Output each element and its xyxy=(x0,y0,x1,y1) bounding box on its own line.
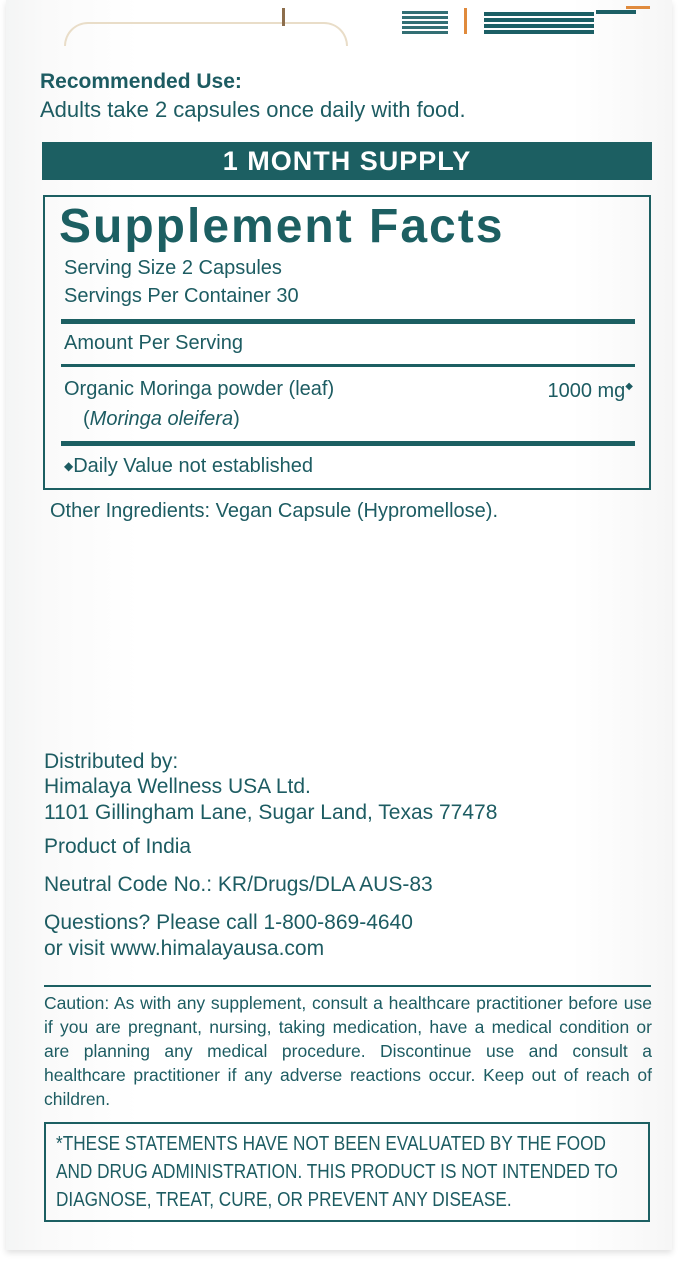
daily-value-footnote xyxy=(64,455,313,478)
caution-divider xyxy=(44,985,651,987)
thick-divider xyxy=(61,441,635,446)
supply-banner: 1 MONTH SUPPLY xyxy=(42,142,652,180)
top-pattern-graphic xyxy=(484,10,594,34)
top-accent-line xyxy=(596,10,636,14)
servings-per-container: Servings Per Container 30 xyxy=(64,285,299,307)
fda-disclaimer-box xyxy=(44,1122,650,1222)
footnote-text: Daily Value not established xyxy=(73,455,314,477)
other-ingredients: Other Ingredients: Vegan Capsule (Hypromellose). xyxy=(50,500,499,522)
questions-phone: Questions? Please call 1-800-869-4640 xyxy=(44,911,413,934)
distributor-address: 1101 Gillingham Lane, Sugar Land, Texas 77478 xyxy=(44,801,498,824)
daily-value-symbol: ◆ xyxy=(625,381,633,392)
logo-arch-graphic xyxy=(64,22,348,46)
ingredient-amount-value: 1000 mg xyxy=(547,380,626,402)
neutral-code: Neutral Code No.: KR/Drugs/DLA AUS-83 xyxy=(44,873,433,896)
supplement-facts-panel xyxy=(43,195,651,490)
amount-per-serving-header: Amount Per Serving xyxy=(64,332,243,354)
top-mark-graphic xyxy=(282,8,285,26)
caution-text: Caution: As with any supplement, consult a healthcare practitioner before use if you are pregnant, nursing, taking medication, have a medical condition or are planning any medical procedure. Discontinue use and consult a healthcare practitioner if any adverse reactions occur. Keep out of reach of children. xyxy=(44,993,652,1109)
distributor-company: Himalaya Wellness USA Ltd. xyxy=(44,775,311,798)
divider xyxy=(61,364,635,367)
fda-disclaimer-text: *THESE STATEMENTS HAVE NOT BEEN EVALUATED BY THE FOOD AND DRUG ADMINISTRATION. THIS PRODUCT IS NOT INTENDED TO DIAGNOSE, TREAT, CURE, OR PREVENT ANY DISEASE. xyxy=(56,1133,618,1211)
recommended-use-text: Adults take 2 capsules once daily with food. xyxy=(40,97,466,122)
box-top-flap xyxy=(6,0,672,44)
distributed-by-label: Distributed by: xyxy=(44,750,179,773)
product-origin: Product of India xyxy=(44,835,192,858)
top-accent-line xyxy=(464,8,467,34)
ingredient-amount xyxy=(547,380,633,403)
top-pattern-graphic xyxy=(402,10,448,34)
ingredient-latin: (Moringa oleifera) xyxy=(83,408,240,430)
thick-divider xyxy=(61,319,635,324)
product-box-panel xyxy=(6,0,672,1250)
ingredient-name: Organic Moringa powder (leaf) xyxy=(64,378,335,400)
serving-size: Serving Size 2 Capsules xyxy=(64,257,282,279)
visit-website: or visit www.himalayausa.com xyxy=(44,937,325,960)
ingredient-latin-name: Moringa oleifera xyxy=(89,408,234,430)
daily-value-symbol: ◆ xyxy=(64,459,74,473)
recommended-use-title: Recommended Use: xyxy=(40,70,242,93)
supplement-facts-title: Supplement Facts xyxy=(59,200,505,253)
top-accent-line xyxy=(626,6,650,9)
